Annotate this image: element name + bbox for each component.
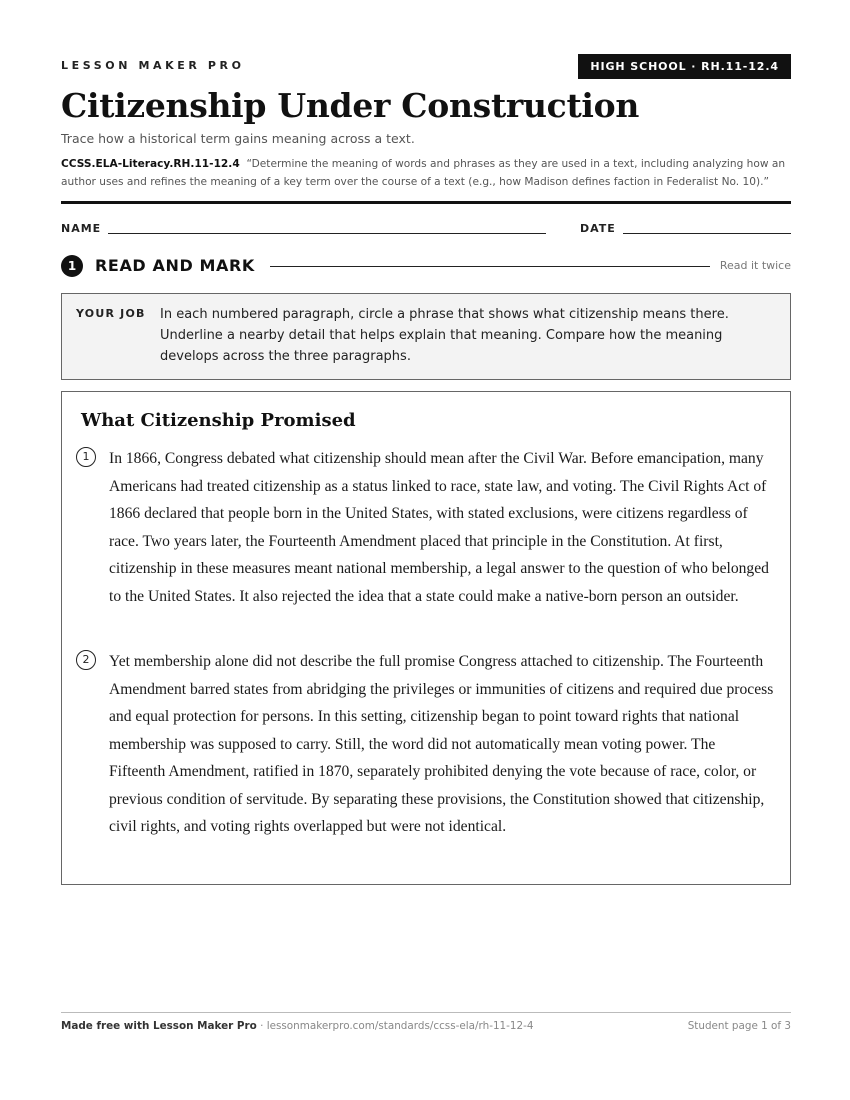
student-fields [61, 222, 791, 238]
paragraph-number-badge: 2 [76, 650, 96, 670]
brand-name: LESSON MAKER PRO [61, 59, 245, 72]
footer-page-number: Student page 1 of 3 [687, 1020, 791, 1032]
section-header [61, 254, 791, 278]
grade-badge: HIGH SCHOOL · RH.11-12.4 [578, 54, 791, 79]
name-label: NAME [61, 222, 102, 235]
page-subtitle: Trace how a historical term gains meaning across a text. [61, 131, 415, 146]
standard-text: “Determine the meaning of words and phrases as they are used in a text, including analyzing how an author uses and refines the meaning of a key term over the course of a text (e.g., how Madison defines faction in Federalist No. 10).” [61, 158, 786, 188]
standard-description [61, 155, 791, 191]
section-note: Read it twice [719, 259, 791, 272]
paragraph-number-badge: 1 [76, 447, 96, 467]
footer-made-with: Made free with Lesson Maker Pro [61, 1020, 257, 1032]
footer-divider [61, 1012, 791, 1013]
date-field[interactable] [623, 233, 791, 234]
footer-url[interactable]: · lessonmakerpro.com/standards/ccss-ela/rh-11-12-4 [256, 1020, 534, 1032]
date-label: DATE [580, 222, 616, 235]
name-field[interactable] [108, 233, 546, 234]
passage-paragraph: In 1866, Congress debated what citizenship should mean after the Civil War. Before emancipation, many Americans had treated citizenship as a status linked to race, state law, and voting. The Civil Rights Act of 1866 declared that people born in the United States, with stated exclusions, were citizens regardless of race. Two years later, the Fourteenth Amendment placed that principle in the Constitution. At first, citizenship in these measures meant national membership, a legal answer to the question of who belonged to the United States. It also rejected the idea that a state could make a native-born person an outsider. [109, 450, 769, 605]
section-title: READ AND MARK [95, 256, 255, 275]
section-divider [270, 266, 710, 267]
worksheet-page [61, 0, 791, 1100]
footer-credit [61, 1020, 534, 1032]
section-number-badge: 1 [61, 255, 83, 277]
header-divider [61, 201, 791, 204]
standard-code: CCSS.ELA-Literacy.RH.11-12.4 [61, 158, 240, 170]
instructions-label: YOUR JOB [76, 307, 146, 320]
passage-paragraph: Yet membership alone did not describe the full promise Congress attached to citizenship. The Fourteenth Amendment barred states from abridging the privileges or immunities of citizens and required due process and equal protection for persons. In this setting, citizenship began to point toward rights that national membership was supposed to carry. Still, the word did not automatically mean voting power. The Fifteenth Amendment, ratified in 1870, separately prohibited denying the vote because of race, color, or previous condition of servitude. By separating these provisions, the Constitution showed that citizenship, civil rights, and voting rights overlapped but were not identical. [109, 653, 774, 835]
header-bar [61, 54, 791, 80]
reading-passage [61, 391, 791, 885]
passage-title: What Citizenship Promised [81, 410, 356, 431]
page-title: Citizenship Under Construction [61, 86, 640, 125]
instructions-box [61, 293, 791, 380]
instructions-text: In each numbered paragraph, circle a phrase that shows what citizenship means there. Underline a nearby detail that helps explain that meaning. Compare how the meaning develops across the three paragraphs. [160, 307, 729, 364]
